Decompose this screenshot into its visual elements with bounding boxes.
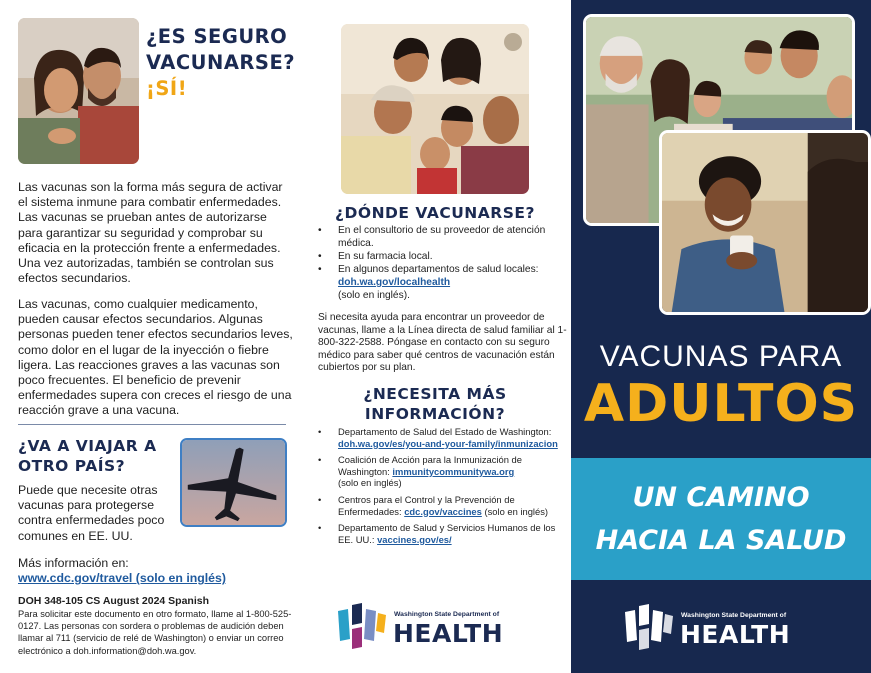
local-health-link[interactable]: doh.wa.gov/localhealth bbox=[338, 277, 451, 288]
resource-name: Departamento de Salud del Estado de Washington: bbox=[338, 426, 552, 437]
cover-title-line1: VACUNAS PARA bbox=[599, 340, 843, 373]
accessibility-note: Para solicitar este documento en otro formato, llame al 1-800-525-0127. Las personas con sordera o problemas de audición deben llamar al 711 (servicio de relé de Washington) o enviar un correo electrónico a doh.information@doh.wa.gov. bbox=[18, 609, 292, 656]
panel-cover bbox=[571, 0, 871, 673]
logo-wordmark: HEALTH bbox=[393, 619, 504, 648]
where-list bbox=[316, 224, 562, 302]
q1-answer-yes: ¡SÍ! bbox=[146, 77, 188, 100]
tagline bbox=[571, 476, 871, 562]
tagline-band bbox=[571, 458, 871, 580]
list-item bbox=[316, 250, 562, 263]
resource-name: Departamento de Salud y Servicios Humanos de los EE. UU.: bbox=[338, 522, 556, 545]
logo-subtitle: Washington State Department of bbox=[681, 612, 787, 619]
q2-line1: ¿VA A VIAJAR A bbox=[18, 437, 157, 455]
document-code: DOH 348-105 CS August 2024 Spanish bbox=[18, 595, 210, 607]
tagline-line1: UN CAMINO bbox=[632, 482, 810, 513]
list-item bbox=[316, 224, 562, 250]
question-travel bbox=[18, 436, 157, 476]
resource-name: Centros para el Control y la Prevención de Enfermedades: bbox=[338, 493, 515, 517]
couple-photo bbox=[18, 18, 139, 164]
cover-title-line2: ADULTOS bbox=[583, 374, 859, 434]
logo-wordmark: HEALTH bbox=[680, 620, 791, 649]
doh-health-logo-cover bbox=[623, 602, 823, 652]
doh-logo-mark-icon bbox=[336, 601, 386, 649]
where-item-pharmacy: En su farmacia local. bbox=[338, 251, 433, 262]
doh-health-logo bbox=[336, 601, 536, 651]
question-is-it-safe bbox=[146, 24, 295, 102]
safety-paragraph: Las vacunas son la forma más segura de activar el sistema inmune para combatir enfermedades. Las vacunas se prueban antes de autorizarse para garantizar su seguridad y comprobar su eficacia en la protección frente a enfermedades. Una vez autorizadas, también se controlan sus efectos secundarios. bbox=[18, 180, 283, 286]
travel-paragraph: Puede que necesite otras vacunas para protegerse contra enfermedades poco comunes en EE. UU. bbox=[18, 483, 165, 543]
resource-name: Coalición de Acción para la Inmunización de Washington: bbox=[338, 454, 522, 477]
info-resources-list bbox=[316, 426, 562, 550]
vaccines-gov-link[interactable]: vaccines.gov/es/ bbox=[377, 533, 452, 545]
more-info bbox=[18, 556, 226, 586]
where-item-provider: En el consultorio de su proveedor de atención médica. bbox=[338, 225, 546, 249]
more-info-label: Más información en: bbox=[18, 556, 129, 570]
panel-middle bbox=[300, 0, 570, 673]
list-item bbox=[316, 454, 562, 489]
list-item bbox=[316, 426, 562, 449]
doh-logo-mark-icon bbox=[623, 602, 673, 650]
question-where: ¿DÓNDE VACUNARSE? bbox=[335, 204, 535, 222]
airplane-photo bbox=[180, 438, 287, 527]
woman-drinking-coffee-photo bbox=[659, 130, 871, 315]
list-item bbox=[316, 263, 562, 302]
divider bbox=[18, 424, 286, 425]
panel-left bbox=[0, 0, 300, 673]
family-photo bbox=[341, 24, 529, 194]
q4-line2: INFORMACIÓN? bbox=[364, 405, 506, 423]
doh-immunization-link[interactable]: doh.wa.gov/es/you-and-your-family/inmunizacion bbox=[338, 437, 558, 449]
cdc-vaccines-link[interactable]: cdc.gov/vaccines bbox=[404, 505, 482, 517]
link-suffix: (solo en inglés). bbox=[338, 290, 410, 301]
where-item-local-health: En algunos departamentos de salud locales: bbox=[338, 264, 539, 275]
q2-line2: OTRO PAÍS? bbox=[18, 457, 126, 475]
cdc-travel-link[interactable]: www.cdc.gov/travel (solo en inglés) bbox=[18, 571, 226, 586]
q1-line2: VACUNARSE? bbox=[146, 51, 296, 74]
link-suffix: (solo en inglés) bbox=[484, 505, 549, 517]
hotline-paragraph: Si necesita ayuda para encontrar un proveedor de vacunas, llame a la Línea directa de salud familiar al 1-800-322-2588. Póngase en contacto con su seguro médico para saber qué centros de vacunación están cubiertos por su plan. bbox=[318, 312, 567, 374]
link-suffix: (solo en inglés) bbox=[338, 477, 402, 489]
tagline-line2: HACIA LA SALUD bbox=[595, 525, 847, 556]
question-more-info bbox=[300, 384, 570, 424]
list-item bbox=[316, 522, 562, 545]
side-effects-paragraph: Las vacunas, como cualquier medicamento, pueden causar efectos secundarios. Algunas personas pueden tener efectos secundarios leves, como dolor en el lugar de la inyección o fiebre ligera. Las reacciones graves a las vacunas son poco frecuentes. El beneficio de prevenir enfermedades supera con creces el riesgo de una reacción grave a una vacuna. bbox=[18, 297, 293, 418]
q4-line1: ¿NECESITA MÁS bbox=[363, 385, 507, 403]
q1-line1: ¿ES SEGURO bbox=[146, 25, 288, 48]
list-item bbox=[316, 494, 562, 517]
immunity-community-link[interactable]: immunitycommunitywa.org bbox=[392, 465, 515, 477]
logo-subtitle: Washington State Department of bbox=[394, 611, 500, 618]
